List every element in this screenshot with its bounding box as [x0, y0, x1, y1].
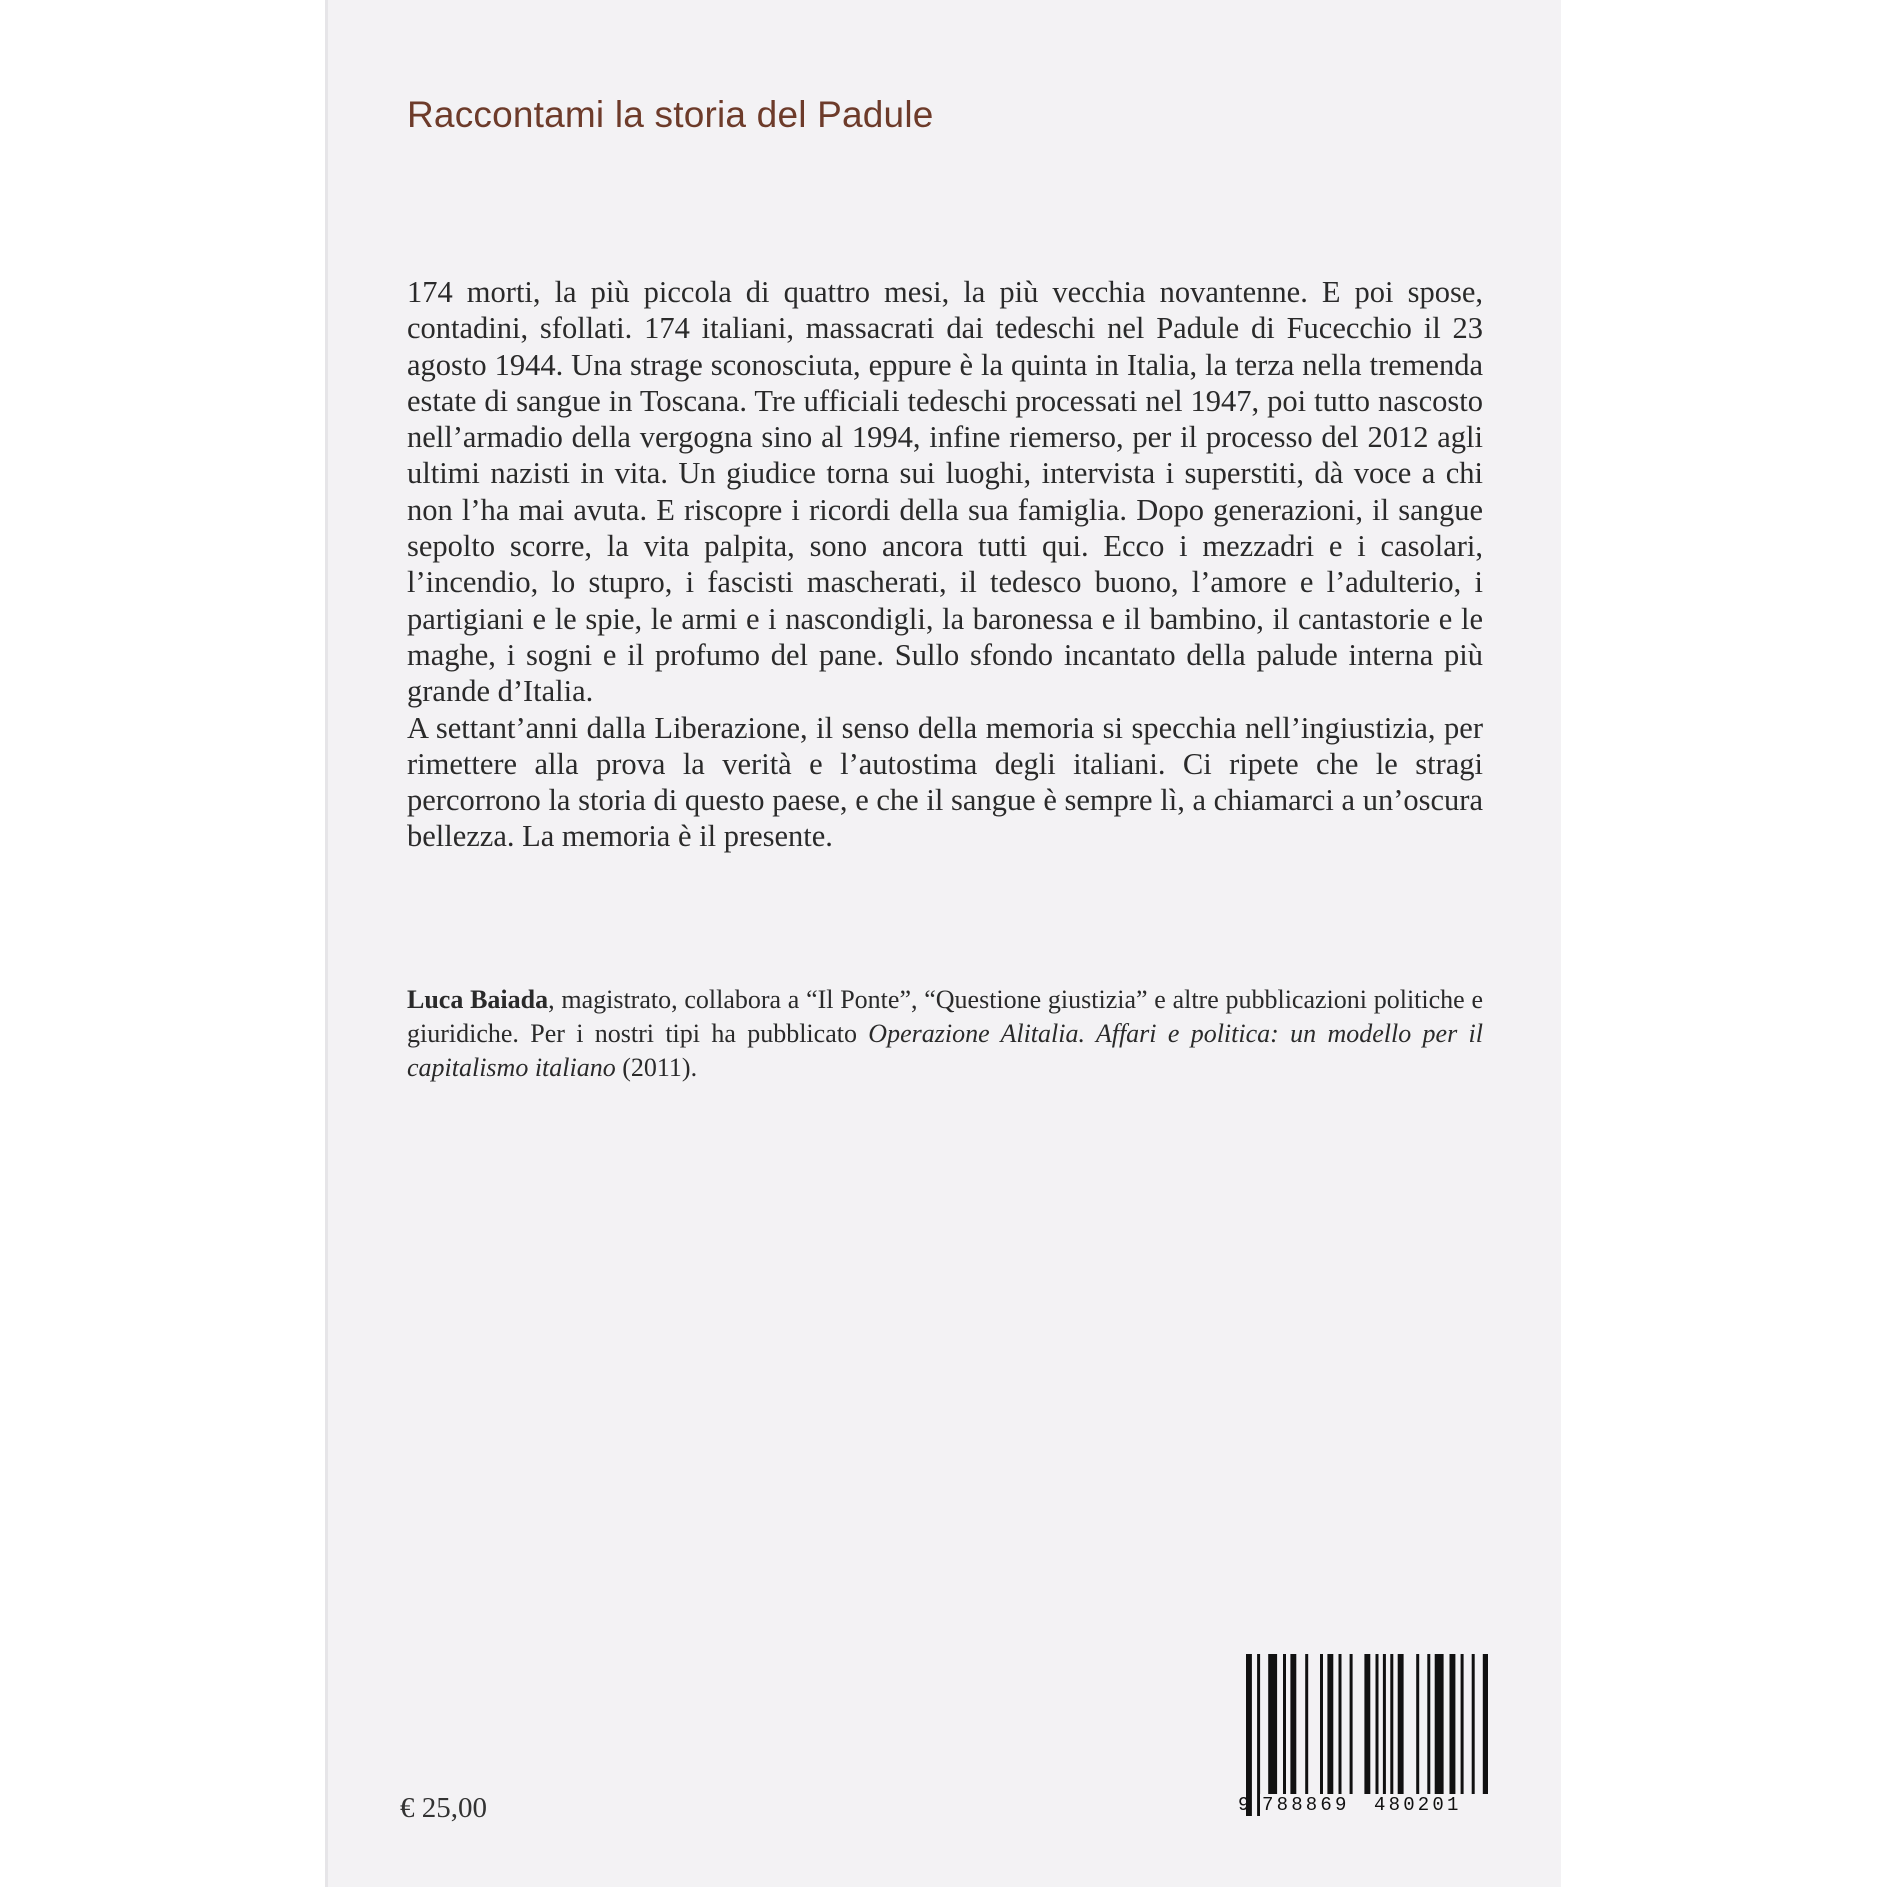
barcode-bar [1376, 1654, 1379, 1794]
barcode-bar [1327, 1654, 1333, 1794]
barcode-bar [1427, 1654, 1430, 1794]
isbn-first-digit: 9 [1238, 1794, 1250, 1816]
author-name: Luca Baiada [407, 985, 549, 1014]
barcode-bar [1461, 1654, 1464, 1794]
barcode-bar [1450, 1654, 1456, 1794]
blurb [407, 274, 1483, 855]
barcode-bar [1398, 1654, 1404, 1816]
barcode-bar [1435, 1654, 1444, 1794]
isbn-barcode [1238, 1654, 1488, 1824]
barcode-bar [1350, 1654, 1353, 1794]
blurb-paragraph-2: A settant’anni dalla Liberazione, il senso della memoria si specchia nell’ingiustizia, per rimettere alla prova la verità e l’autostima degli italiani. Ci ripete che le stragi percorrono la storia di questo paese, e che il sangue è sempre lì, a chiamarci a un’oscura bellezza. La memoria è il presente. [407, 710, 1483, 854]
barcode-bar [1383, 1654, 1386, 1794]
barcode-bar [1416, 1654, 1419, 1816]
barcode-bar [1472, 1654, 1475, 1794]
barcode-bar [1483, 1654, 1488, 1794]
barcode-bar [1364, 1654, 1370, 1794]
previous-book-title: Operazione Alitalia. Affari e politica: un modello per il capitalismo italiano [407, 1019, 1483, 1082]
barcode-bar [1339, 1654, 1342, 1794]
isbn-right-group: 480201 [1374, 1794, 1462, 1816]
isbn-digits [1238, 1794, 1488, 1824]
author-bio-text: , magistrato, collabora a “Il Ponte”, “Questione giustizia” e altre pubblicazioni politiche e giuridiche. Per i nostri tipi ha pubblicato [407, 985, 1483, 1048]
price: € 25,00 [400, 1792, 487, 1824]
barcode-bar [1290, 1654, 1296, 1794]
previous-book-year: (2011). [615, 1053, 698, 1082]
book-title: Raccontami la storia del Padule [407, 94, 934, 135]
barcode-bar [1268, 1654, 1277, 1794]
barcode-bar [1320, 1654, 1323, 1794]
barcode-bar [1390, 1654, 1393, 1794]
blurb-paragraph-1: 174 morti, la più piccola di quattro mesi, la più vecchia novantenne. E poi spose, contadini, sfollati. 174 italiani, massacrati dai tedeschi nel Padule di Fucecchio il 23 agosto 1944. Una strage sconosciuta, eppure è la quinta in Italia, la terza nella tremenda estate di sangue in Toscana. Tre ufficiali tedeschi processati nel 1947, poi tutto nascosto nell’armadio della vergogna sino al 1994, infine riemerso, per il processo del 2012 agli ultimi nazisti in vita. Un giudice torna sui luoghi, intervista i superstiti, dà voce a chi non l’ha mai avuta. E riscopre i ricordi della sua famiglia. Dopo generazioni, il sangue sepolto scorre, la vita palpita, sono ancora tutti qui. Ecco i mezzadri e i casolari, l’incendio, lo stupro, i fascisti mascherati, il tedesco buono, l’amore e l’adulterio, i partigiani e le spie, le armi e i nascondigli, la baronessa e il bambino, il cantastorie e le maghe, i sogni e il profumo del pane. Sullo sfondo incantato della palude interna più grande d’Italia. [407, 275, 1483, 709]
barcode-bar [1283, 1654, 1286, 1794]
author-bio [407, 983, 1483, 1085]
isbn-left-group: 788869 [1262, 1794, 1350, 1816]
book-back-cover [325, 0, 1561, 1887]
barcode-bar [1257, 1654, 1260, 1816]
barcode-bar [1305, 1654, 1308, 1794]
barcode-bar [1246, 1654, 1252, 1816]
